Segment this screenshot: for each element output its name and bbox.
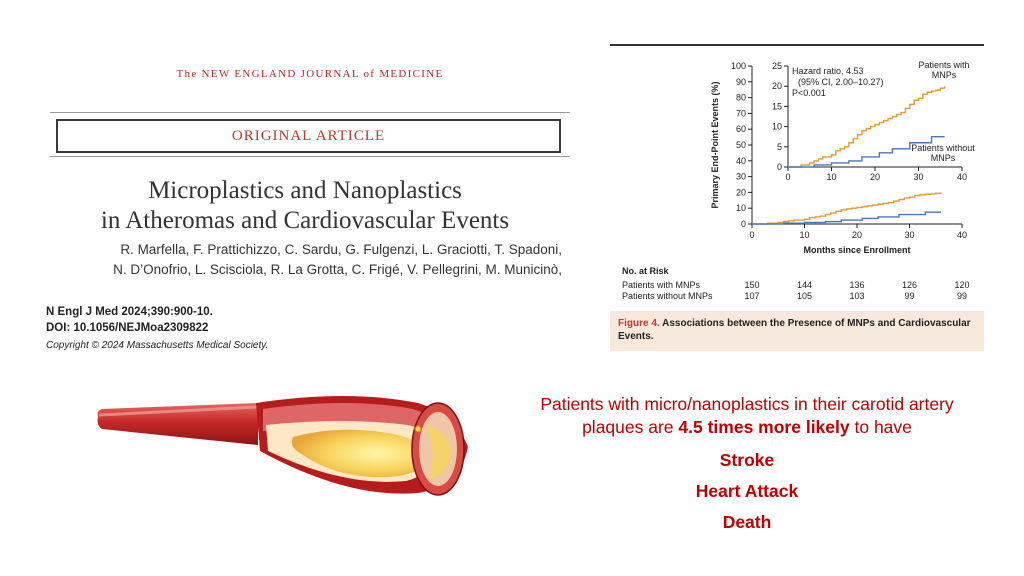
x-axis-label: Months since Enrollment [803, 245, 911, 255]
inset-x-tick-label: 20 [869, 172, 881, 182]
hazard-ratio-annotation: Hazard ratio, 4.53 [792, 66, 864, 76]
y-tick-label: 0 [740, 219, 746, 229]
x-tick-label: 10 [799, 230, 810, 240]
y-tick-label: 50 [735, 140, 746, 150]
risk-table-row-label: Patients without MNPs [622, 291, 713, 301]
copyright: Copyright © 2024 Massachusetts Medical Society. [46, 340, 269, 351]
authors-line2: N. D’Onofrio, L. Scisciola, R. La Grotta, C. Frigé, V. Pellegrini, M. Municinò, [113, 262, 562, 277]
risk-table-cell: 99 [956, 291, 968, 301]
figure-caption-label: Figure 4. [618, 318, 660, 329]
risk-table-cell: 99 [904, 291, 915, 301]
label-patients-with-mnps: Patients with [918, 60, 970, 70]
artery-plaque-illustration [88, 395, 488, 505]
y-axis-label: Primary End-Point Events (%) [710, 81, 720, 209]
header-rule-top [50, 112, 570, 113]
risk-table-cell: 126 [901, 280, 918, 290]
article-title-line2: in Atheromas and Cardiovascular Events [100, 207, 510, 234]
risk-table-cell: 105 [796, 291, 813, 301]
y-tick-label: 10 [735, 203, 746, 214]
y-tick-label: 60 [735, 124, 746, 135]
header-rule-bottom [50, 156, 570, 157]
y-tick-label: 30 [735, 171, 746, 182]
article-title [60, 176, 550, 236]
inset-x-tick-label: 10 [826, 172, 837, 182]
risk-table-header: No. at Risk [622, 266, 669, 276]
outcome-stroke: Stroke [719, 450, 775, 470]
risk-table-cell: 136 [849, 280, 865, 290]
article-type-box [56, 119, 561, 153]
y-tick-label: 40 [735, 155, 746, 166]
message-line1: Patients with micro/nanoplastics in their carotid artery [540, 394, 954, 414]
y-tick-label: 70 [735, 108, 746, 119]
y-tick-label: 80 [735, 92, 746, 103]
hazard-ratio-annotation: P<0.001 [792, 88, 826, 98]
message-line2-prefix: plaques are [582, 417, 679, 437]
article-title-line1: Microplastics and Nanoplastics [148, 177, 462, 204]
label-patients-without-mnps: MNPs [930, 153, 956, 163]
key-finding-message [512, 393, 982, 538]
inset-x-tick-label: 0 [785, 172, 791, 182]
risk-table-cell: 103 [849, 291, 865, 301]
journal-name: The NEW ENGLAND JOURNAL of MEDICINE [176, 68, 444, 80]
risk-table-cell: 120 [954, 280, 970, 290]
figure-caption [610, 311, 984, 351]
risk-table-cell: 107 [744, 291, 760, 301]
citation-reference: N Engl J Med 2024;390:900-10. [46, 306, 213, 318]
inset-y-tick-label: 10 [771, 121, 782, 132]
y-tick-label: 20 [735, 187, 746, 198]
inset-y-tick-label: 5 [776, 141, 782, 152]
message-emphasis: 4.5 times more likely [678, 417, 850, 437]
inset-y-tick-label: 25 [771, 61, 782, 71]
risk-table-row-label: Patients with MNPs [622, 280, 701, 290]
x-tick-label: 40 [956, 230, 968, 240]
inset-y-tick-label: 15 [771, 101, 782, 112]
citation [46, 304, 213, 336]
inset-y-tick-label: 0 [776, 162, 782, 172]
inset-y-tick-label: 20 [771, 81, 782, 92]
label-patients-without-mnps: Patients without [911, 143, 975, 153]
message-line2-suffix: to have [849, 417, 912, 437]
y-tick-label: 100 [730, 61, 746, 71]
figure-panel [610, 44, 984, 351]
kaplan-meier-chart [610, 46, 984, 311]
y-tick-label: 90 [735, 76, 746, 87]
citation-doi: DOI: 10.1056/NEJMoa2309822 [46, 322, 209, 334]
article-authors [62, 240, 562, 292]
label-patients-with-mnps: MNPs [931, 70, 957, 80]
risk-table-cell: 150 [744, 280, 760, 290]
outcome-death: Death [722, 512, 772, 532]
authors-line1: R. Marfella, F. Prattichizzo, C. Sardu, G. Fulgenzi, L. Graciotti, T. Spadoni, [120, 242, 562, 257]
risk-table-cell: 144 [796, 280, 813, 290]
hazard-ratio-annotation: (95% CI, 2.00–10.27) [798, 77, 884, 87]
outcome-heart-attack: Heart Attack [695, 481, 799, 501]
inset-x-tick-label: 40 [956, 172, 968, 182]
x-tick-label: 20 [851, 230, 863, 240]
article-type: ORIGINAL ARTICLE [231, 127, 386, 144]
figure-caption-text: Associations between the Presence of MNPs and Cardiovascular Events. [618, 318, 971, 342]
x-tick-label: 0 [749, 230, 755, 240]
inset-x-tick-label: 30 [913, 172, 924, 182]
x-tick-label: 30 [904, 230, 915, 240]
series-line-with-mnps [752, 192, 941, 224]
message-line2 [512, 416, 982, 439]
